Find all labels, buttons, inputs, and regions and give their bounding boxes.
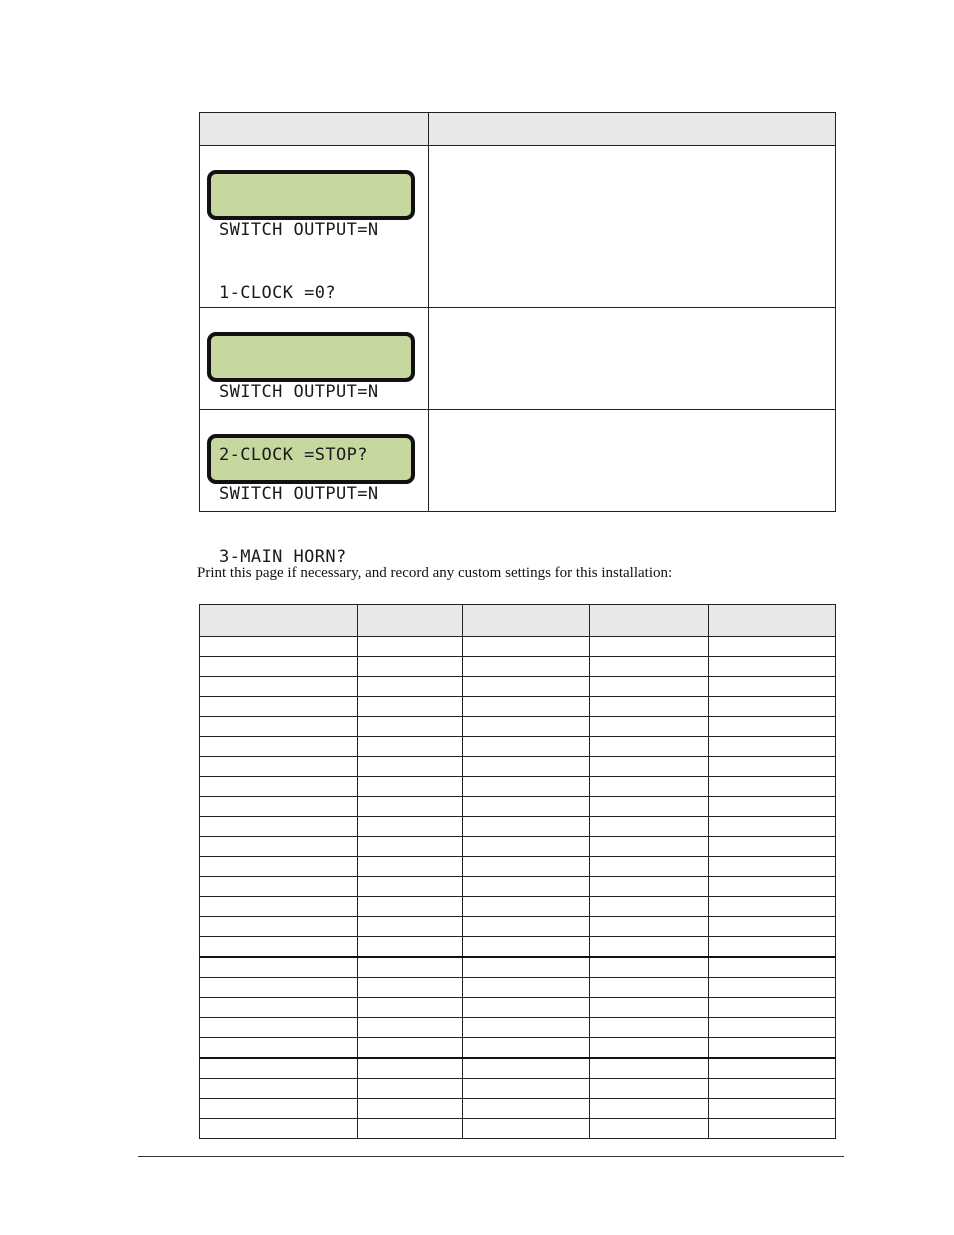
- settings-cell: [590, 857, 709, 877]
- settings-row: [200, 717, 836, 737]
- settings-cell: [590, 817, 709, 837]
- settings-cell: [358, 978, 463, 998]
- settings-cell: [709, 657, 836, 677]
- settings-cell: [358, 637, 463, 657]
- intro-text: Print this page if necessary, and record any custom settings for this installation:: [197, 565, 673, 581]
- settings-cell: [709, 777, 836, 797]
- settings-cell: [463, 1119, 590, 1139]
- settings-cell: [358, 1058, 463, 1079]
- description-cell: [429, 146, 836, 308]
- settings-row: [200, 1018, 836, 1038]
- settings-row: [200, 937, 836, 958]
- settings-cell: [358, 1018, 463, 1038]
- settings-cell: [200, 1018, 358, 1038]
- settings-cell: [358, 1099, 463, 1119]
- settings-cell: [463, 1099, 590, 1119]
- settings-cell: [463, 957, 590, 978]
- settings-row: [200, 978, 836, 998]
- settings-row: [200, 837, 836, 857]
- settings-cell: [200, 1038, 358, 1059]
- lcd-line-2: 3-MAIN HORN?: [219, 547, 347, 567]
- settings-cell: [358, 897, 463, 917]
- settings-cell: [358, 1119, 463, 1139]
- settings-cell: [709, 757, 836, 777]
- lcd-cell: [200, 308, 429, 465]
- lcd-display-table: [199, 112, 836, 567]
- settings-cell: [709, 797, 836, 817]
- lcd-line-1: SWITCH OUTPUT=N: [219, 220, 379, 240]
- settings-cell: [709, 957, 836, 978]
- settings-cell: [709, 897, 836, 917]
- settings-cell: [200, 737, 358, 757]
- settings-cell: [590, 797, 709, 817]
- settings-cell: [590, 897, 709, 917]
- settings-cell: [358, 737, 463, 757]
- settings-cell: [463, 1079, 590, 1099]
- settings-cell: [590, 1038, 709, 1059]
- settings-cell: [358, 717, 463, 737]
- header-cell: [463, 605, 590, 637]
- lcd-table-header: [200, 113, 836, 146]
- settings-cell: [358, 957, 463, 978]
- settings-cell: [463, 797, 590, 817]
- settings-cell: [709, 877, 836, 897]
- settings-row: [200, 657, 836, 677]
- settings-cell: [709, 1119, 836, 1139]
- settings-cell: [463, 1058, 590, 1079]
- settings-row: [200, 737, 836, 757]
- description-cell: [429, 308, 836, 410]
- settings-cell: [590, 717, 709, 737]
- lcd-line-1: SWITCH OUTPUT=N: [219, 382, 379, 402]
- settings-row: [200, 777, 836, 797]
- settings-row: [200, 677, 836, 697]
- lcd-header-cell-display: [200, 113, 429, 146]
- settings-row: [200, 797, 836, 817]
- settings-cell: [463, 757, 590, 777]
- settings-cell: [463, 1018, 590, 1038]
- settings-cell: [590, 637, 709, 657]
- settings-cell: [709, 937, 836, 958]
- settings-cell: [709, 1018, 836, 1038]
- settings-cell: [200, 877, 358, 897]
- settings-cell: [590, 737, 709, 757]
- settings-row: [200, 998, 836, 1018]
- header-cell: [358, 605, 463, 637]
- settings-cell: [590, 917, 709, 937]
- settings-cell: [590, 1079, 709, 1099]
- settings-cell: [463, 637, 590, 657]
- settings-cell: [709, 1038, 836, 1059]
- footer-rule: [138, 1156, 844, 1157]
- settings-cell: [709, 1099, 836, 1119]
- settings-row: [200, 877, 836, 897]
- header-cell: [590, 605, 709, 637]
- settings-cell: [358, 777, 463, 797]
- settings-cell: [200, 998, 358, 1018]
- settings-row: [200, 637, 836, 657]
- settings-cell: [358, 917, 463, 937]
- settings-cell: [709, 978, 836, 998]
- description-cell: [429, 410, 836, 512]
- settings-cell: [358, 817, 463, 837]
- settings-cell: [709, 737, 836, 757]
- settings-cell: [463, 857, 590, 877]
- settings-row: [200, 897, 836, 917]
- settings-cell: [709, 837, 836, 857]
- settings-cell: [200, 1099, 358, 1119]
- settings-cell: [463, 978, 590, 998]
- settings-cell: [590, 657, 709, 677]
- lcd-row-1: [200, 146, 836, 308]
- settings-row: [200, 817, 836, 837]
- settings-cell: [590, 777, 709, 797]
- settings-cell: [200, 657, 358, 677]
- settings-cell: [358, 857, 463, 877]
- lcd-row-2: [200, 308, 836, 410]
- settings-cell: [463, 1038, 590, 1059]
- settings-header-row: [200, 605, 836, 637]
- settings-cell: [200, 697, 358, 717]
- settings-cell: [709, 917, 836, 937]
- custom-settings-table: [199, 604, 836, 1139]
- header-cell: [709, 605, 836, 637]
- settings-body: [200, 637, 836, 1139]
- settings-cell: [200, 1119, 358, 1139]
- settings-cell: [709, 677, 836, 697]
- settings-cell: [463, 817, 590, 837]
- settings-row: [200, 697, 836, 717]
- settings-row: [200, 957, 836, 978]
- settings-cell: [358, 1038, 463, 1059]
- settings-cell: [358, 757, 463, 777]
- settings-cell: [709, 1058, 836, 1079]
- settings-cell: [590, 697, 709, 717]
- settings-cell: [200, 777, 358, 797]
- settings-cell: [590, 837, 709, 857]
- settings-cell: [463, 837, 590, 857]
- settings-cell: [590, 877, 709, 897]
- settings-cell: [463, 877, 590, 897]
- settings-row: [200, 757, 836, 777]
- settings-cell: [358, 837, 463, 857]
- settings-cell: [200, 897, 358, 917]
- settings-cell: [200, 757, 358, 777]
- settings-cell: [200, 978, 358, 998]
- settings-row: [200, 1119, 836, 1139]
- settings-cell: [358, 797, 463, 817]
- settings-cell: [590, 1058, 709, 1079]
- settings-cell: [200, 837, 358, 857]
- lcd-line-2: 2-CLOCK =STOP?: [219, 445, 368, 465]
- settings-cell: [358, 877, 463, 897]
- settings-cell: [590, 1119, 709, 1139]
- settings-row: [200, 857, 836, 877]
- settings-cell: [590, 1018, 709, 1038]
- settings-cell: [200, 797, 358, 817]
- settings-cell: [358, 697, 463, 717]
- settings-row: [200, 1099, 836, 1119]
- settings-cell: [463, 998, 590, 1018]
- settings-cell: [463, 657, 590, 677]
- settings-cell: [709, 817, 836, 837]
- settings-row: [200, 917, 836, 937]
- settings-cell: [358, 1079, 463, 1099]
- lcd-header-cell-description: [429, 113, 836, 146]
- lcd-screen: [207, 170, 415, 303]
- settings-cell: [590, 757, 709, 777]
- settings-cell: [463, 677, 590, 697]
- settings-row: [200, 1079, 836, 1099]
- settings-cell: [590, 677, 709, 697]
- settings-cell: [463, 737, 590, 757]
- settings-cell: [709, 637, 836, 657]
- settings-cell: [709, 1079, 836, 1099]
- settings-cell: [200, 1079, 358, 1099]
- settings-cell: [200, 637, 358, 657]
- lcd-line-2: 1-CLOCK =0?: [219, 283, 336, 303]
- settings-cell: [200, 717, 358, 737]
- settings-cell: [200, 917, 358, 937]
- settings-cell: [463, 717, 590, 737]
- settings-cell: [709, 697, 836, 717]
- settings-row: [200, 1038, 836, 1059]
- lcd-cell: [200, 146, 429, 308]
- settings-cell: [709, 998, 836, 1018]
- settings-cell: [358, 937, 463, 958]
- settings-row: [200, 1058, 836, 1079]
- header-cell: [200, 605, 358, 637]
- settings-cell: [590, 957, 709, 978]
- settings-cell: [200, 817, 358, 837]
- settings-cell: [200, 677, 358, 697]
- settings-cell: [590, 1099, 709, 1119]
- settings-cell: [463, 777, 590, 797]
- settings-cell: [590, 978, 709, 998]
- settings-cell: [590, 937, 709, 958]
- settings-cell: [709, 857, 836, 877]
- settings-cell: [463, 937, 590, 958]
- settings-cell: [358, 998, 463, 1018]
- settings-cell: [200, 1058, 358, 1079]
- settings-cell: [200, 857, 358, 877]
- settings-cell: [200, 957, 358, 978]
- settings-cell: [358, 677, 463, 697]
- settings-cell: [463, 697, 590, 717]
- settings-cell: [463, 897, 590, 917]
- settings-cell: [590, 998, 709, 1018]
- settings-cell: [200, 937, 358, 958]
- settings-cell: [463, 917, 590, 937]
- lcd-line-1: SWITCH OUTPUT=N: [219, 484, 379, 504]
- settings-cell: [709, 717, 836, 737]
- settings-cell: [358, 657, 463, 677]
